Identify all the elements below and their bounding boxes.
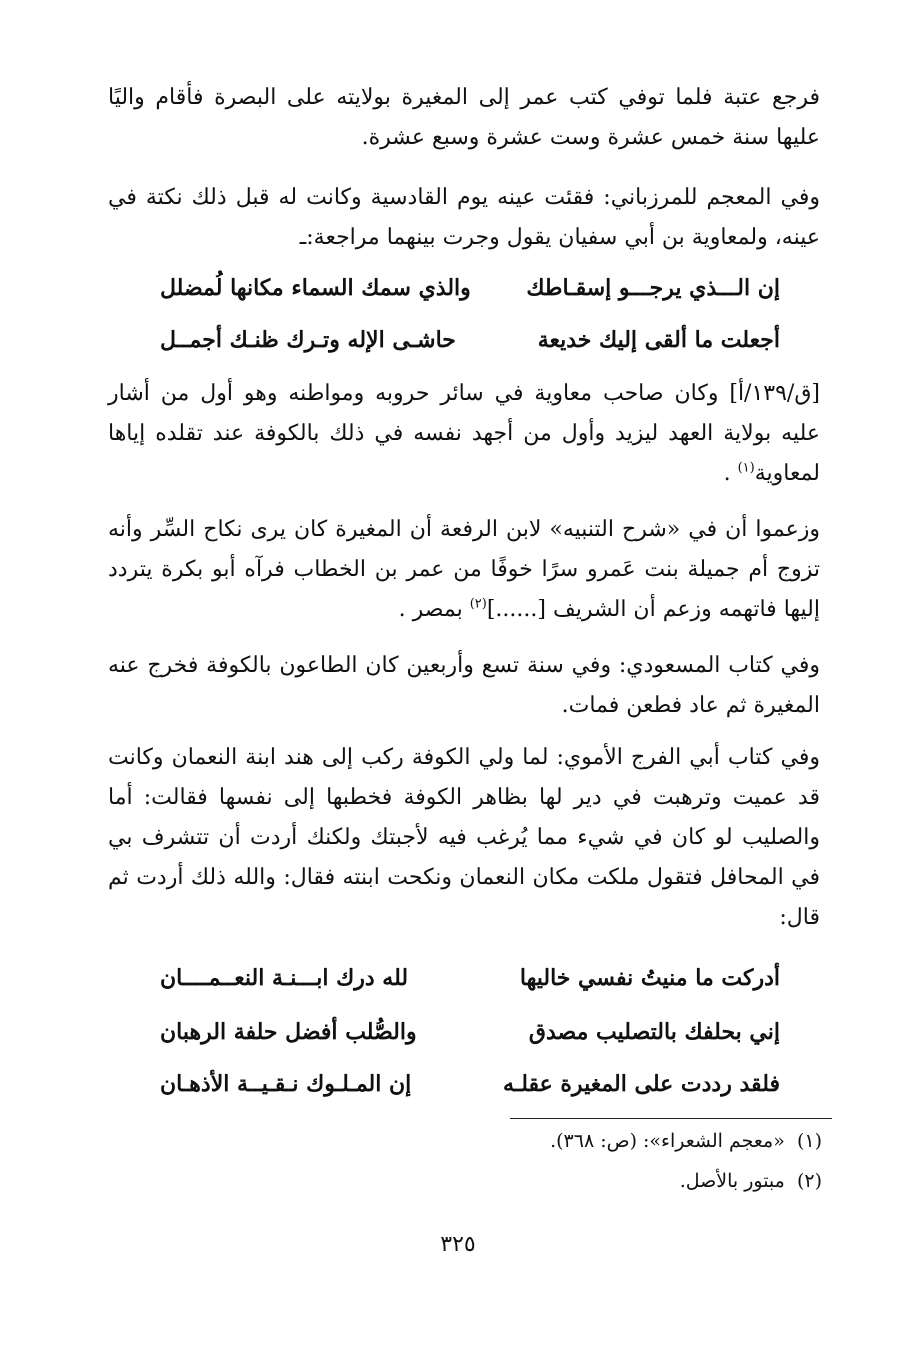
footnote-1-number: (١)	[796, 1130, 822, 1152]
verse-2-hemistich-right: أجعلت ما ألقى إليك خديعة	[537, 327, 780, 353]
page-number: ٣٢٥	[440, 1232, 476, 1257]
verse-1-hemistich-right: إن الـــذي يرجـــو إسقـاطك	[526, 275, 780, 301]
verse-3-hemistich-left: لله درك ابـــنـة النعــمــــان	[160, 965, 409, 991]
paragraph-1: فرجع عتبة فلما توفي كتب عمر إلى المغيرة بولايته على البصرة فأقام واليًا عليها سنة خمس عشرة وست عشرة وسبع عشرة.	[108, 85, 820, 150]
footnote-1-text: «معجم الشعراء»: (ص: ٣٦٨).	[550, 1130, 785, 1152]
verse-5-hemistich-right: فلقد رددت على المغيرة عقلـه	[502, 1071, 780, 1097]
verse-2-hemistich-left: حاشـى الإله وتـرك ظنـك أجمــل	[160, 327, 456, 353]
footnote-2-number: (٢)	[796, 1170, 822, 1192]
paragraph-6: وفي كتاب أبي الفرج الأموي: لما ولي الكوفة ركب إلى هند ابنة النعمان وكانت قد عميت وترهبت في دير لها بظاهر الكوفة فخطبها إلى نفسها فقالت: أما والصليب لو كان في شيء مما يُرغب فيه لأجبتك ولكنك أردت أن تتشرف بي في المحافل فتقول ملكت مكان النعمان ونكحت ابنته فقال: والله ذلك أردت ثم قال:	[108, 745, 820, 930]
verse-4-hemistich-left: والصُّلب أفضل حلفة الرهبان	[160, 1019, 417, 1045]
footnote-2-text: مبتور بالأصل.	[679, 1170, 785, 1192]
paragraph-2: وفي المعجم للمرزباني: فقئت عينه يوم القادسية وكانت له قبل ذلك نكتة في عينه، ولمعاوية بن أبي سفيان يقول وجرت بينهما مراجعة:ـ	[108, 185, 820, 250]
verse-4-hemistich-right: إني بحلفك بالتصليب مصدق	[528, 1019, 780, 1045]
footnote-ref-1: (١)	[737, 460, 755, 476]
verse-5-hemistich-left: إن المـلـوك نـقـيــة الأذهـان	[160, 1071, 412, 1097]
paragraph-3-text: [ق/١٣٩/أ] وكان صاحب معاوية في سائر حروبه ومواطنه وهو أول من أشار عليه بولاية العهد ليزيد وأول من أجهد نفسه في ذلك بالكوفة عند تقلده إياها لمعاوية	[108, 381, 820, 486]
paragraph-4-text: وزعموا أن في «شرح التنبيه» لابن الرفعة أن المغيرة كان يرى نكاح السِّر وأنه تزوج أم جميلة بنت عَمرو سرًا خوفًا من عمر بن الخطاب فرآه أبو بكرة يتردد إليها فاتهمه وزعم أن الشريف [......]	[108, 517, 820, 622]
paragraph-3-tail: .	[723, 461, 738, 486]
verse-3-hemistich-right: أدركت ما منيتُ نفسي خاليها	[519, 965, 780, 991]
paragraph-3	[108, 374, 820, 494]
paragraph-4-tail: بمصر .	[398, 597, 470, 622]
paragraph-4	[108, 510, 820, 630]
verse-1-hemistich-left: والذي سمك السماء مكانها لُمضلل	[160, 275, 471, 301]
footnote-ref-2: (٢)	[469, 596, 487, 612]
paragraph-5: وفي كتاب المسعودي: وفي سنة تسع وأربعين كان الطاعون بالكوفة فخرج عنه المغيرة ثم عاد فطعن فمات.	[108, 653, 820, 718]
footnote-2	[680, 1166, 822, 1196]
footnote-1	[550, 1126, 822, 1156]
footnote-divider	[510, 1118, 832, 1119]
